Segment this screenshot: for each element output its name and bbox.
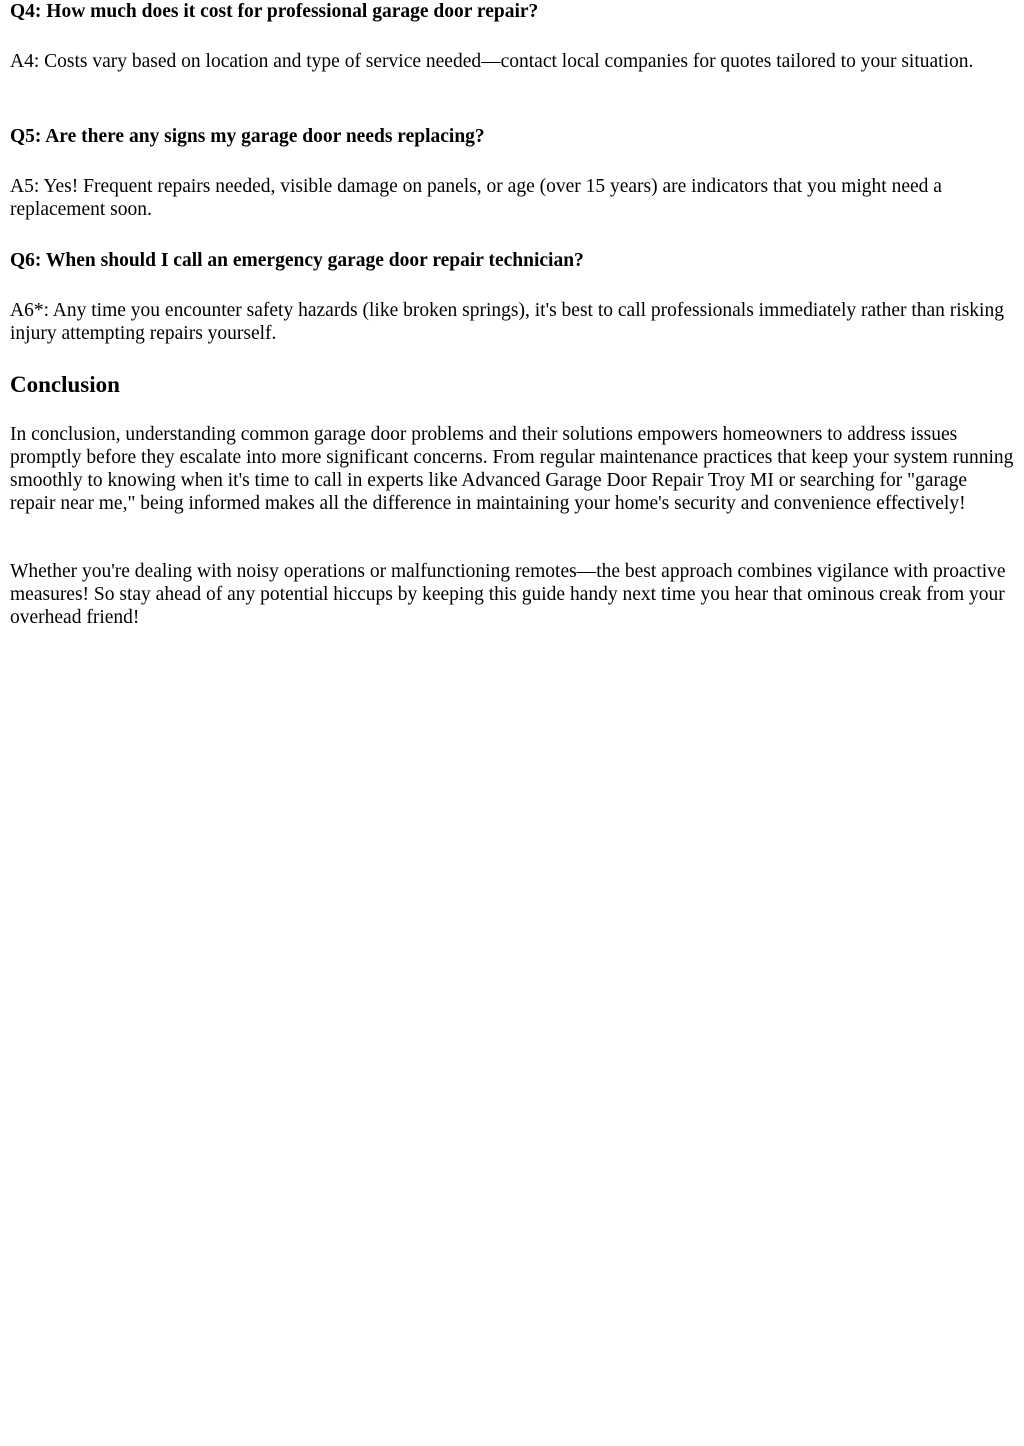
faq-answer: A4: Costs vary based on location and type of service needed—contact local companies for quotes tailored to your situation. (10, 51, 974, 72)
conclusion-paragraph: Whether you're dealing with noisy operations or malfunctioning remotes—the best approach combines vigilance with proactive measures! So stay ahead of any potential hiccups by keeping this guide handy next time you hear that ominous creak from your overhead friend! (10, 561, 1006, 628)
conclusion-paragraph: In conclusion, understanding common garage door problems and their solutions empowers homeowners to address issues promptly before they escalate into more significant concerns. From regular maintenance practices that keep your system running smoothly to knowing when it's time to call in experts like Advanced Garage Door Repair Troy MI or searching for "garage repair near me," being informed makes all the difference in maintaining your home's security and convenience effectively! (10, 424, 1014, 514)
faq-question: Q6: When should I call an emergency garage door repair technician? (10, 250, 584, 271)
faq-answer: A6*: Any time you encounter safety hazards (like broken springs), it's best to call professionals immediately rather than risking injury attempting repairs yourself. (10, 300, 1004, 344)
section-heading-conclusion: Conclusion (10, 372, 120, 397)
faq-question: Q5: Are there any signs my garage door needs replacing? (10, 126, 485, 147)
faq-question: Q4: How much does it cost for professional garage door repair? (10, 1, 539, 22)
faq-answer: A5: Yes! Frequent repairs needed, visible damage on panels, or age (over 15 years) are indicators that you might need a replacement soon. (10, 176, 942, 220)
